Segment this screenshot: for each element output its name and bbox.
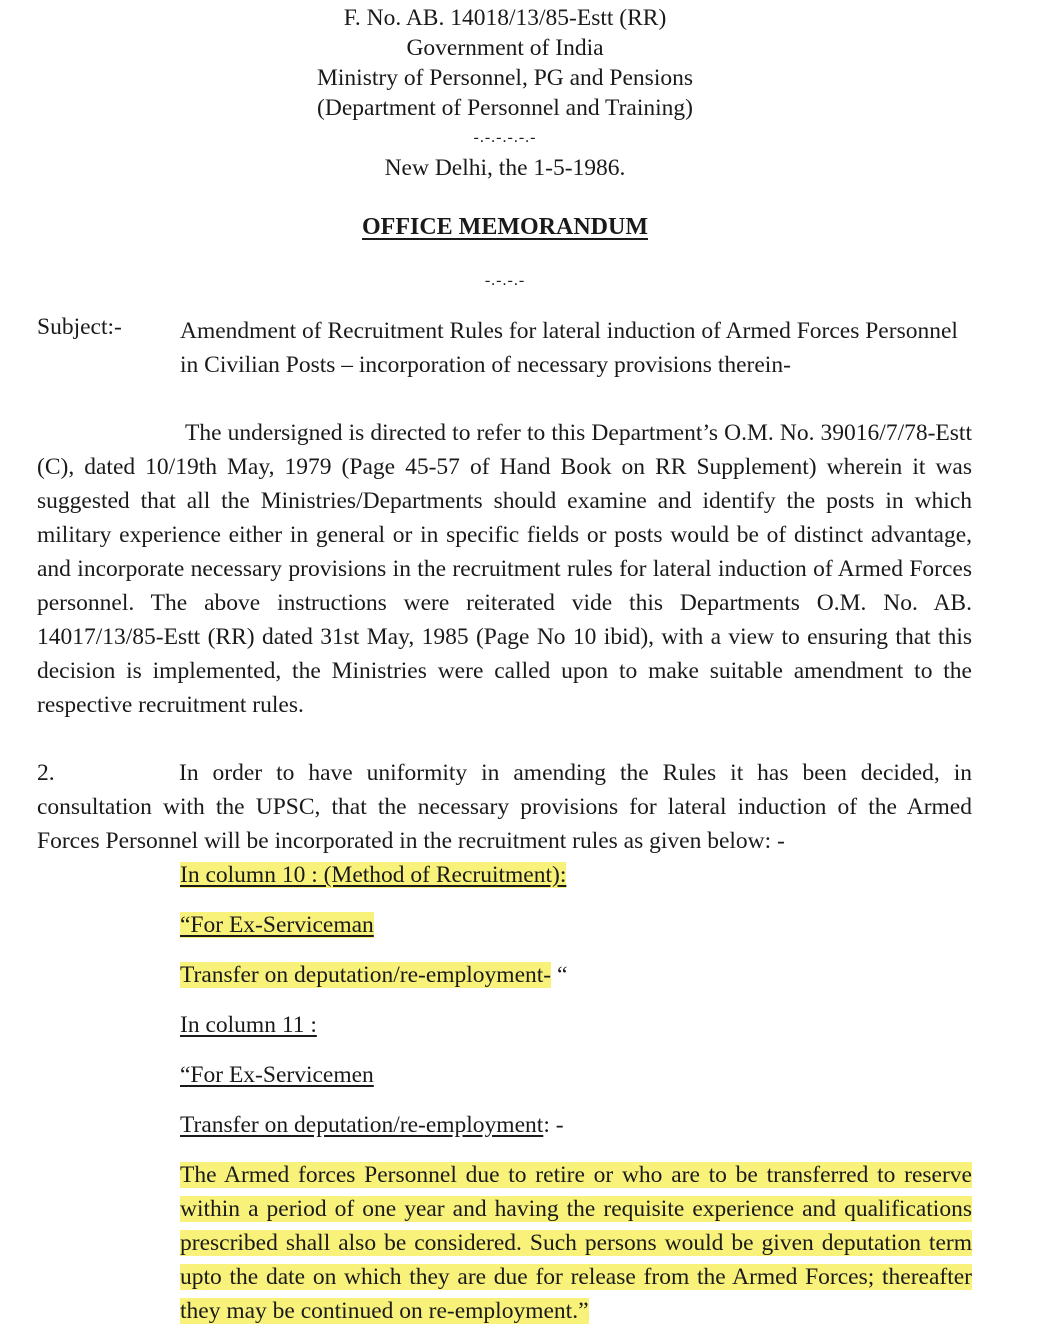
- column-11-provision: [180, 1158, 972, 1328]
- column-11-heading: In column 11 :: [180, 1012, 317, 1038]
- page-title: OFFICE MEMORANDUM: [362, 214, 648, 240]
- column-11-line-2-suffix: : -: [543, 1112, 564, 1138]
- paragraph-2-text: In order to have uniformity in amending the Rules it has been decided, in consultation with the UPSC, that the necessary provisions for lateral induction of the Armed Forces Personnel will be incorporated in the recruitment rules as given below: -: [37, 760, 972, 854]
- paragraph-1: [37, 416, 972, 722]
- paragraph-1-text: The undersigned is directed to refer to this Department’s O.M. No. 39016/7/78-Estt (C), dated 10/19th May, 1979 (Page 45-57 of Hand Book on RR Supplement) wherein it was suggested that all the Ministries/Departments should examine and identify the posts in which military experience either in general or in specific fields or posts would be of distinct advantage, and incorporate necessary provisions in the recruitment rules for lateral induction of Armed Forces personnel. The above instructions were reiterated vide this Departments O.M. No. AB. 14017/13/85-Estt (RR) dated 31st May, 1985 (Page No 10 ibid), with a view to ensuring that this decision is implemented, the Ministries were called upon to make suitable amendment to the respective recruitment rules.: [37, 420, 972, 718]
- column-10-heading: In column 10 : (Method of Recruitment):: [180, 862, 567, 888]
- column-10-line-2: Transfer on deputation/re-employment-: [180, 962, 552, 988]
- letterhead: [0, 3, 1010, 183]
- ministry-name: Ministry of Personnel, PG and Pensions: [317, 65, 693, 91]
- column-11-line-1: “For Ex-Servicemen: [180, 1062, 374, 1088]
- file-number: F. No. AB. 14018/13/85-Estt (RR): [343, 5, 667, 31]
- title-separator: -.-.-.-: [484, 272, 526, 289]
- subject-label: Subject:-: [37, 314, 122, 340]
- paragraph-2: [37, 756, 972, 858]
- subject-text: Amendment of Recruitment Rules for lateral induction of Armed Forces Personnel in Civilian Posts – incorporation of necessary provisions therein-: [180, 318, 958, 378]
- header-separator: -.-.-.-.-.-: [473, 129, 537, 146]
- paragraph-2-number: 2.: [37, 760, 55, 786]
- column-11-provision-text: The Armed forces Personnel due to retire or who are to be transferred to reserve within a period of one year and having the requisite experience and qualifications prescribed shall also be considered. Such persons would be given deputation term upto the date on which they are due for release from the Armed Forces; thereafter they may be continued on re-employment.”: [180, 1162, 972, 1324]
- column-10-line-2-suffix: “: [551, 962, 568, 988]
- column-10-line-1: “For Ex-Serviceman: [180, 912, 374, 938]
- place-date: New Delhi, the 1-5-1986.: [384, 155, 626, 181]
- government-name: Government of India: [406, 35, 604, 61]
- column-11-line-2: Transfer on deputation/re-employment: [180, 1112, 544, 1138]
- department-name: (Department of Personnel and Training): [317, 95, 693, 121]
